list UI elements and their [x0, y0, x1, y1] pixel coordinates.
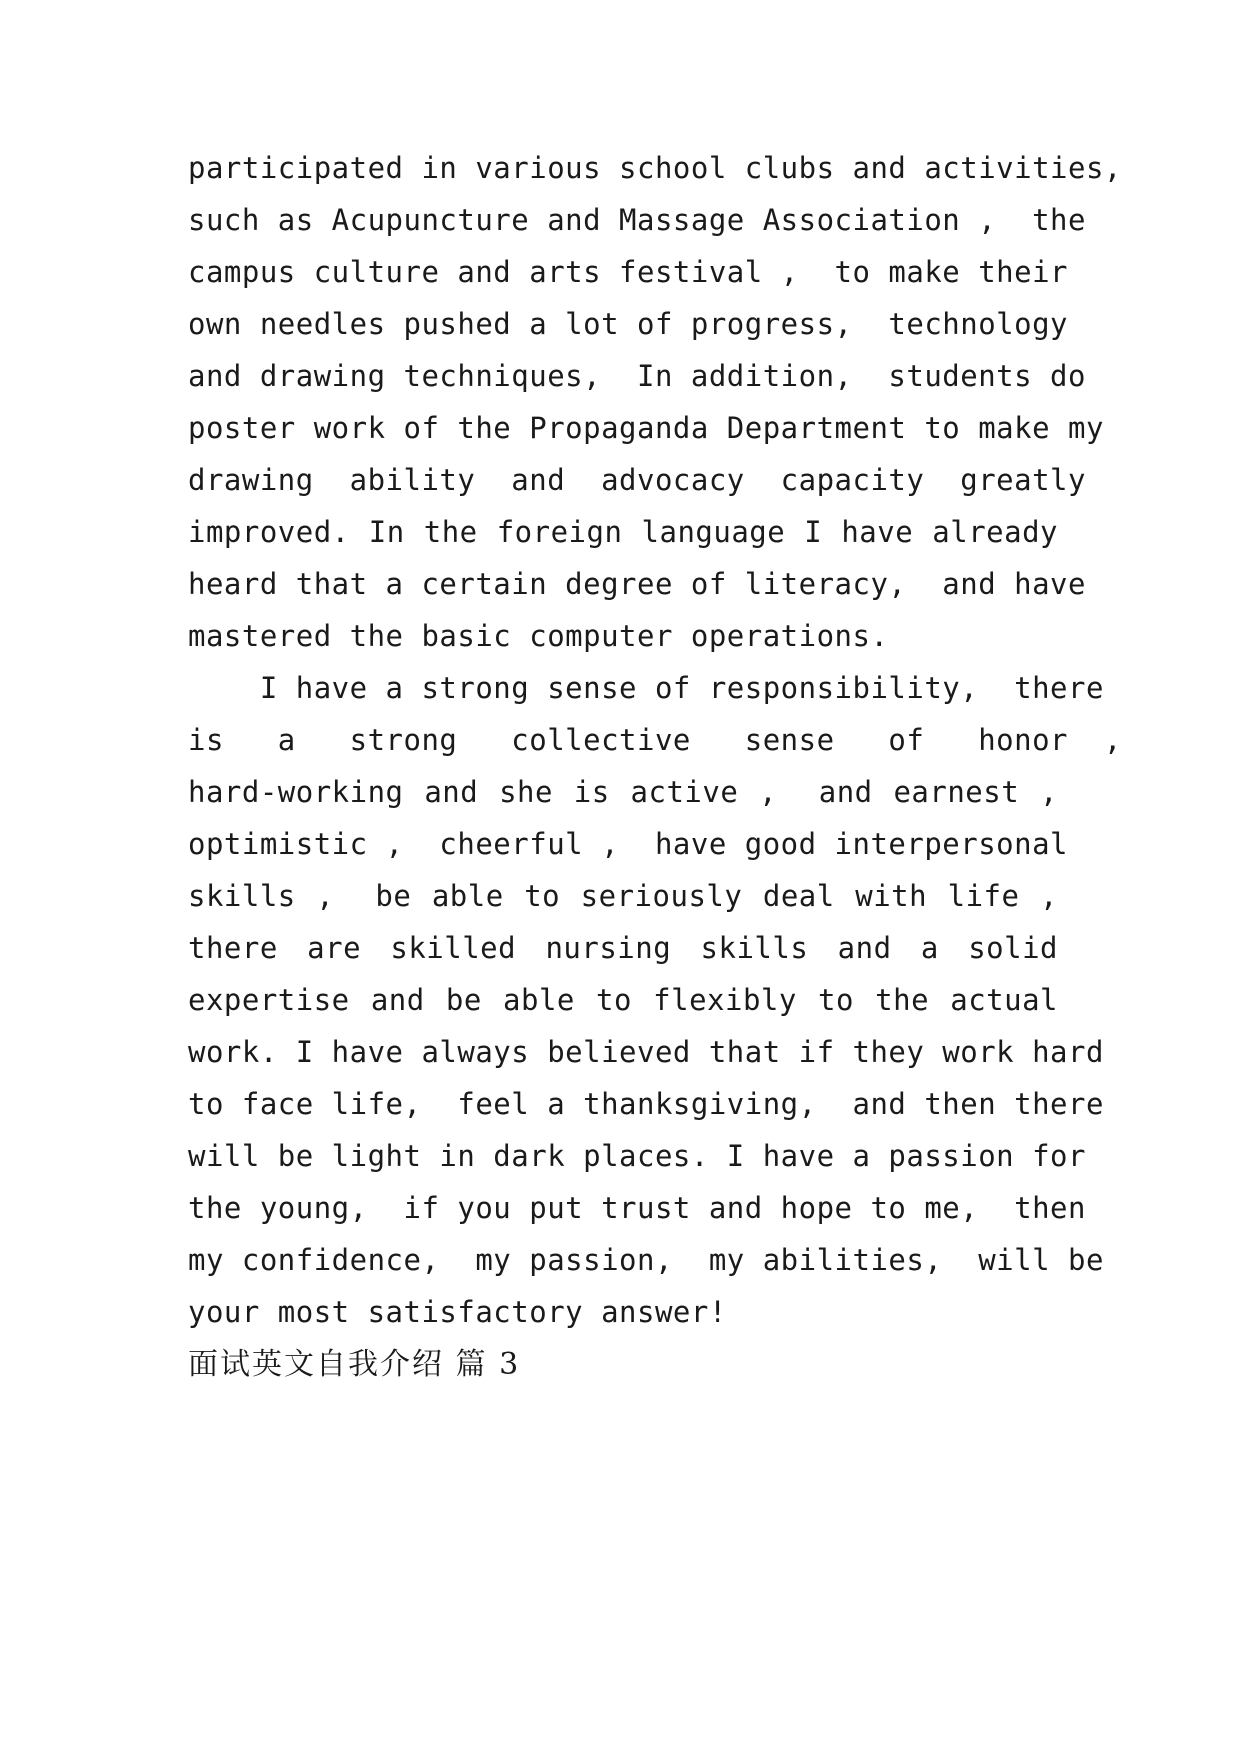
paragraph-line: hard-working and she is active , and earnest ,	[188, 775, 1058, 809]
paragraph-line: own needles pushed a lot of progress, technology	[188, 307, 1069, 341]
paragraph-line: is a strong collective sense of honor ,	[188, 723, 1122, 757]
paragraph-line: there are skilled nursing skills and a solid	[188, 931, 1058, 965]
paragraph-line: drawing ability and advocacy capacity greatly	[188, 463, 1086, 497]
paragraph-line: your most satisfactory answer!	[188, 1295, 727, 1329]
paragraph-line: optimistic , cheerful , have good interpersonal	[188, 827, 1069, 861]
section-heading: 面试英文自我介绍 篇 3	[188, 1347, 521, 1382]
paragraph-line: will be light in dark places. I have a passion for	[188, 1139, 1086, 1173]
paragraph-line: skills , be able to seriously deal with life ,	[188, 879, 1058, 913]
paragraph-line: expertise and be able to flexibly to the actual	[188, 983, 1058, 1017]
paragraph-line: improved. In the foreign language I have already	[188, 515, 1058, 549]
paragraph-line: heard that a certain degree of literacy, and have	[188, 567, 1086, 601]
paragraph-line: mastered the basic computer operations.	[188, 619, 889, 653]
paragraph-line: and drawing techniques, In addition, students do	[188, 359, 1086, 393]
paragraph-line: the young, if you put trust and hope to me, then	[188, 1191, 1086, 1225]
paragraph-line: my confidence, my passion, my abilities, will be	[188, 1243, 1104, 1277]
paragraph-line: work. I have always believed that if they work hard	[188, 1035, 1104, 1069]
paragraph-line: to face life, feel a thanksgiving, and then there	[188, 1087, 1104, 1121]
paragraph-line: I have a strong sense of responsibility, there	[188, 671, 1104, 705]
paragraph-line: participated in various school clubs and activities,	[188, 151, 1122, 185]
paragraph-line: campus culture and arts festival , to make their	[188, 255, 1069, 289]
paragraph-line: poster work of the Propaganda Department to make my	[188, 411, 1104, 445]
paragraph-line: such as Acupuncture and Massage Association , the	[188, 203, 1086, 237]
